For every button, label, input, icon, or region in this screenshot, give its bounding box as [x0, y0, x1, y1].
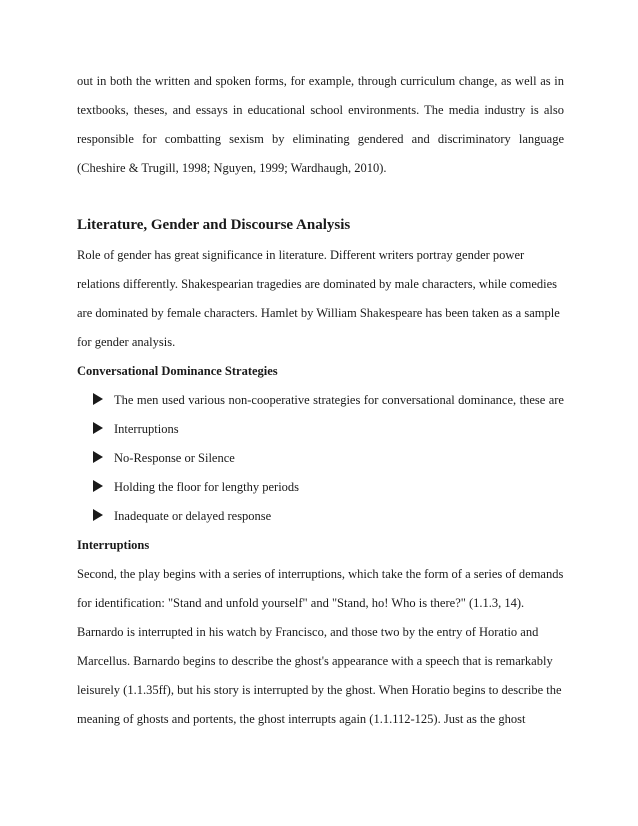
bullet-text: The men used various non-cooperative strategies for conversational dominance, these are [114, 393, 564, 407]
bullet-item [93, 421, 179, 437]
paragraph-line: for identification: "Stand and unfold yourself" and "Stand, ho! Who is there?" (1.1.3, 14). [77, 596, 525, 610]
bullet-item [93, 392, 564, 408]
bullet-text: Holding the floor for lengthy periods [114, 480, 300, 494]
arrow-bullet-icon [93, 422, 103, 434]
paragraph-line: meaning of ghosts and portents, the ghost interrupts again (1.1.112-125). Just as the ghost [77, 712, 526, 726]
bullet-item [93, 508, 271, 524]
paragraph-line: textbooks, theses, and essays in educational school environments. The media industry is also [77, 103, 564, 117]
subheading-strategies: Conversational Dominance Strategies [77, 364, 278, 378]
subheading-interruptions: Interruptions [77, 538, 150, 552]
section-heading: Literature, Gender and Discourse Analysis [77, 217, 351, 233]
paragraph-line: Marcellus. Barnardo begins to describe the ghost's appearance with a speech that is remarkably [77, 654, 553, 668]
paragraph-line: relations differently. Shakespearian tragedies are dominated by male characters, while comedies [77, 277, 558, 291]
paragraph-line: Second, the play begins with a series of interruptions, which take the form of a series of demands [77, 567, 564, 581]
paragraph-line: out in both the written and spoken forms, for example, through curriculum change, as well as in [77, 74, 564, 88]
paragraph-line: (Cheshire & Trugill, 1998; Nguyen, 1999; Wardhaugh, 2010). [77, 161, 387, 175]
paragraph-line: leisurely (1.1.35ff), but his story is interrupted by the ghost. When Horatio begins to describe the [77, 683, 562, 697]
bullet-item [93, 450, 235, 466]
paragraph-line: are dominated by female characters. Hamlet by William Shakespeare has been taken as a sample [77, 306, 560, 320]
paragraph-line: Role of gender has great significance in literature. Different writers portray gender power [77, 248, 525, 262]
bullet-text: Inadequate or delayed response [114, 509, 272, 523]
bullet-item [93, 479, 299, 495]
bullet-text: No-Response or Silence [114, 451, 235, 465]
arrow-bullet-icon [93, 480, 103, 492]
paragraph-line: for gender analysis. [77, 335, 176, 349]
bullet-text: Interruptions [114, 422, 179, 436]
arrow-bullet-icon [93, 509, 103, 521]
arrow-bullet-icon [93, 393, 103, 405]
paragraph-line: Barnardo is interrupted in his watch by Francisco, and those two by the entry of Horatio and [77, 625, 539, 639]
paragraph-line: responsible for combatting sexism by eliminating gendered and discriminatory language [77, 132, 564, 146]
arrow-bullet-icon [93, 451, 103, 463]
